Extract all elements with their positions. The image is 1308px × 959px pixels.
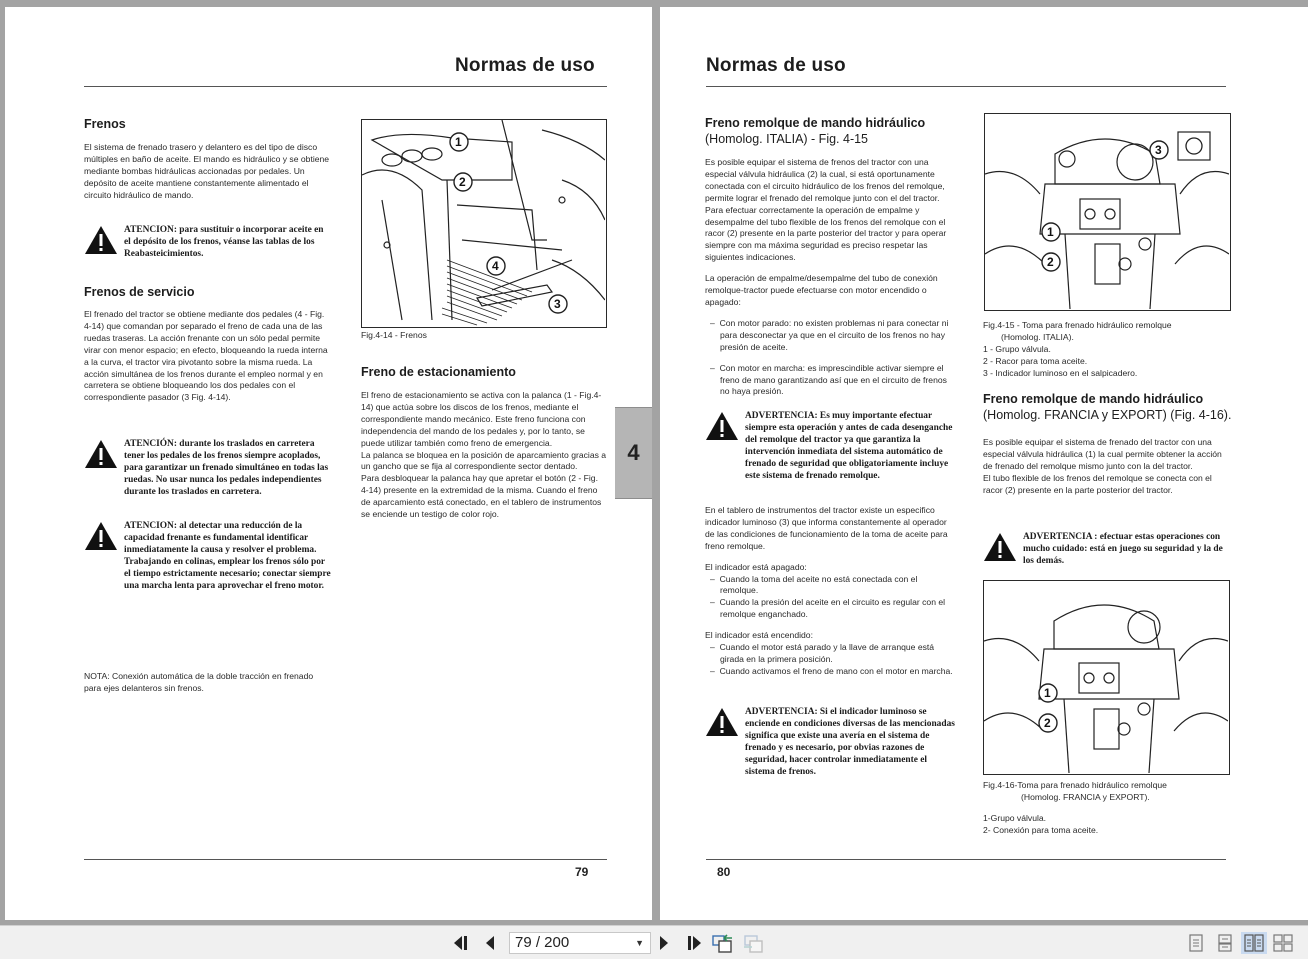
- continuous-view-button[interactable]: [1212, 932, 1238, 954]
- facing-pages-icon: [1244, 934, 1264, 952]
- warning-icon: [705, 707, 739, 737]
- first-page-icon: [453, 935, 471, 951]
- facing-view-button[interactable]: [1241, 932, 1267, 954]
- next-view-icon: [742, 933, 764, 953]
- section-title-italia: Freno remolque de mando hidráulico (Homolog. ITALIA) - Fig. 4-15: [705, 116, 926, 146]
- page-header-title: Normas de uso: [706, 55, 846, 76]
- figure-caption: Fig.4-15 - Toma para frenado hidráulico remolque (Homolog. ITALIA). 1 - Grupo válvula. 2 - Racor para toma aceite. 3 - Indicador luminoso en el salpicadero.: [983, 320, 1172, 378]
- last-page-icon: [684, 935, 702, 951]
- next-page-button[interactable]: [653, 932, 675, 954]
- footer-rule: [84, 859, 607, 860]
- svg-text:1: 1: [1047, 225, 1054, 239]
- next-page-icon: [658, 935, 670, 951]
- footer-rule: [706, 859, 1226, 860]
- nota-text: NOTA: Conexión automática de la doble tracción en frenado para ejes delanteros sin frenos.: [84, 671, 314, 693]
- hydraulic-valve-illustration: [984, 581, 1228, 773]
- last-page-button[interactable]: [682, 932, 704, 954]
- page-header-title: Normas de uso: [455, 55, 595, 76]
- chapter-tab: 4: [615, 407, 652, 499]
- figure-caption: Fig.4-14 - Frenos: [361, 330, 427, 340]
- first-page-button[interactable]: [451, 932, 473, 954]
- warning-box: ATENCION: para sustituir o incorporar aceite en el depósito de los frenos, véanse las tablas de los Reabasteicimientos.: [84, 225, 332, 261]
- section-title-freno-estacionamiento: Freno de estacionamiento: [361, 365, 516, 379]
- dropdown-caret-icon[interactable]: ▼: [635, 938, 644, 948]
- previous-page-button[interactable]: [479, 932, 501, 954]
- header-rule: [84, 86, 607, 87]
- warning-icon: [84, 225, 118, 255]
- page-79: [5, 7, 652, 920]
- warning-icon: [84, 521, 118, 551]
- italia-body: Es posible equipar el sistema de frenos del tractor con una especial válvula hidráulica (2) la cual, si está oportunamente conectada con el circuito hidráulico de los frenos del remolque, permite lograr el frenado del remolque junto con el del tractor. Para efectuar correctamente la operación de empalme y desempalme del tubo flexible de los frenos del remolque con el racor (2) presente en la parte posterior del tractor y para operar siempre con ma máxima seguridad es preciso respetar las siguientes indicaciones. La operación de empalme/desempalme del tubo de conexión remolque-tractor puede efectuarse con motor encendido o apagado: – Con motor parado: no existen problemas ni para conectar ni para desconectar ya que en el circuito de los frenos no hay presión de aceite. – Con motor en marcha: es imprescindible activar siempre el freno de mano garantizando así que en el circuito de frenos no haya presión.: [705, 157, 949, 397]
- previous-page-icon: [484, 935, 496, 951]
- svg-text:3: 3: [554, 297, 561, 311]
- warning-box: ADVERTENCIA: Si el indicador luminoso se enciende en condiciones diversas de las mencionadas significa que existe una avería en el sistema de frenado y es necesario, por obvias razones de seguridad, hacer controlar inmediatamente el sistema de frenos.: [705, 707, 955, 778]
- continuous-facing-view-button[interactable]: [1270, 932, 1296, 954]
- figure-4-16-francia-export: [983, 580, 1230, 775]
- continuous-page-icon: [1218, 934, 1232, 952]
- warning-box: ADVERTENCIA : efectuar estas operaciones con mucho cuidado: está en juego su seguridad y la de los demás.: [983, 532, 1233, 568]
- page-number: 80: [717, 865, 731, 879]
- figure-4-15-italia: [984, 113, 1231, 311]
- figure-caption: Fig.4-16-Toma para frenado hidráulico remolque (Homolog. FRANCIA y EXPORT). 1-Grupo válvula. 2- Conexión para toma aceite.: [983, 780, 1167, 835]
- single-page-icon: [1189, 934, 1203, 952]
- header-rule: [706, 86, 1226, 87]
- warning-icon: [983, 532, 1017, 562]
- warning-icon: [705, 411, 739, 441]
- frenos-servicio-body: El frenado del tractor se obtiene mediante dos pedales (4 - Fig. 4-14) que comandan por separado el freno de cada una de las ruedas traseras. La acción frenante con un sólo pedal permite virar con menor espacio; en efecto, bloqueando la rueda interna a la curva, el tractor vira pivotanto sobre la misma rueda. La acción simultánea de los frenos durante el empleo normal y en carretera se obtiene bloqueando los dos pedales con el correspondiente pasador (3 Fig. 4-14).: [84, 309, 328, 403]
- francia-body: Es posible equipar el sistema de frenado del tractor con una especial válvula hidráulica (1) la cual permite obtener la acción de frenado del remolque mismo junto con la del tractor. El tubo flexible de los frenos del remolque se conecta con el racor (2) presente en la parte posterior del tractor.: [983, 437, 1222, 495]
- svg-text:2: 2: [1047, 255, 1054, 269]
- continuous-facing-icon: [1273, 934, 1293, 952]
- warning-box: ATENCION: al detectar una reducción de la capacidad frenante es fundamental identificar inmediatamente la causa y resolver el problema. Trabajando en colinas, emplear los frenos sólo por el tiempo estrictamente necesario; conectar siempre una marcha lenta para aprovechar el freno motor.: [84, 521, 332, 592]
- svg-text:1: 1: [1044, 686, 1051, 700]
- page-80: [660, 7, 1308, 920]
- svg-text:3: 3: [1155, 143, 1162, 157]
- next-view-button[interactable]: [742, 932, 764, 954]
- navigation-toolbar: [0, 925, 1308, 959]
- warning-box: ATENCIÓN: durante los traslados en carretera tener los pedales de los frenos siempre acoplados, para garantizar un frenado simultáneo en todas las ruedas. No usar nunca los pedales independientes durante los traslados en carretera.: [84, 439, 332, 499]
- svg-text:4: 4: [492, 259, 499, 273]
- warning-box: ADVERTENCIA: Es muy importante efectuar siempre esta operación y antes de cada desenganche del remolque del tractor ya que garantiza la intervención inmediata del sistema automático de frenado de seguridad que obligatoriamente incluye este sistema de frenado remolque.: [705, 411, 955, 482]
- previous-view-button[interactable]: [712, 932, 734, 954]
- previous-view-icon: [712, 933, 734, 953]
- indicator-body: En el tablero de instrumentos del tractor existe un especifico indicador luminoso (3) que informa constantemente al operador de las condiciones de funcionamiento de la toma de aceite para freno remolque. El indicador está apagado: – Cuando la toma del aceite no está conectada con el remolque. – Cuando la presión del aceite en el circuito es regular con el remolque enganchado. El indicador está encendido: – Cuando el motor está parado y la llave de arranque está girada en la primera posición. – Cuando activamos el freno de mano con el motor en marcha.: [705, 505, 953, 676]
- warning-icon: [84, 439, 118, 469]
- single-page-view-button[interactable]: [1183, 932, 1209, 954]
- freno-estacionamiento-body: El freno de estacionamiento se activa con la palanca (1 - Fig.4-14) que actúa sobre los discos de los frenos, mediante el correspondiente mando mecánico. Este freno funciona con independencia del mando de los pedales y, por lo tanto, se puede utilizar también como freno de emergencia. La palanca se bloquea en la posición de aparcamiento gracias a un gancho que se fija al correspondiente sector dentado. Para desbloquear la palanca hay que apretar el botón (2 - Fig. 4-14) presente en la extremidad de la misma. Cuando el freno de aparcamiento está conectado, en el tablero de instrumentos se enciende un testigo de color rojo.: [361, 390, 607, 520]
- frenos-body: El sistema de frenado trasero y delantero es del tipo de disco múltiples en baño de aceite. El mando es hidráulico y se obtiene mediante bombas hidráulicas accionadas por pedales. Un depósito de aceite mantiene constantemente alimentado el circuito hidráulico de mando.: [84, 142, 330, 200]
- svg-text:2: 2: [459, 175, 466, 189]
- svg-text:2: 2: [1044, 716, 1051, 730]
- section-title-frenos: Frenos: [84, 117, 126, 131]
- svg-text:1: 1: [455, 135, 462, 149]
- brake-pedals-illustration: [362, 120, 605, 326]
- hydraulic-valve-illustration: [985, 114, 1229, 309]
- section-title-frenos-servicio: Frenos de servicio: [84, 285, 195, 299]
- page-number-field[interactable]: 79 / 200 ▼: [509, 932, 651, 954]
- page-number: 79: [575, 865, 589, 879]
- figure-4-14-brakes: [361, 119, 607, 328]
- section-title-francia: Freno remolque de mando hidráulico (Homolog. FRANCIA y EXPORT) (Fig. 4-16).: [983, 392, 1232, 422]
